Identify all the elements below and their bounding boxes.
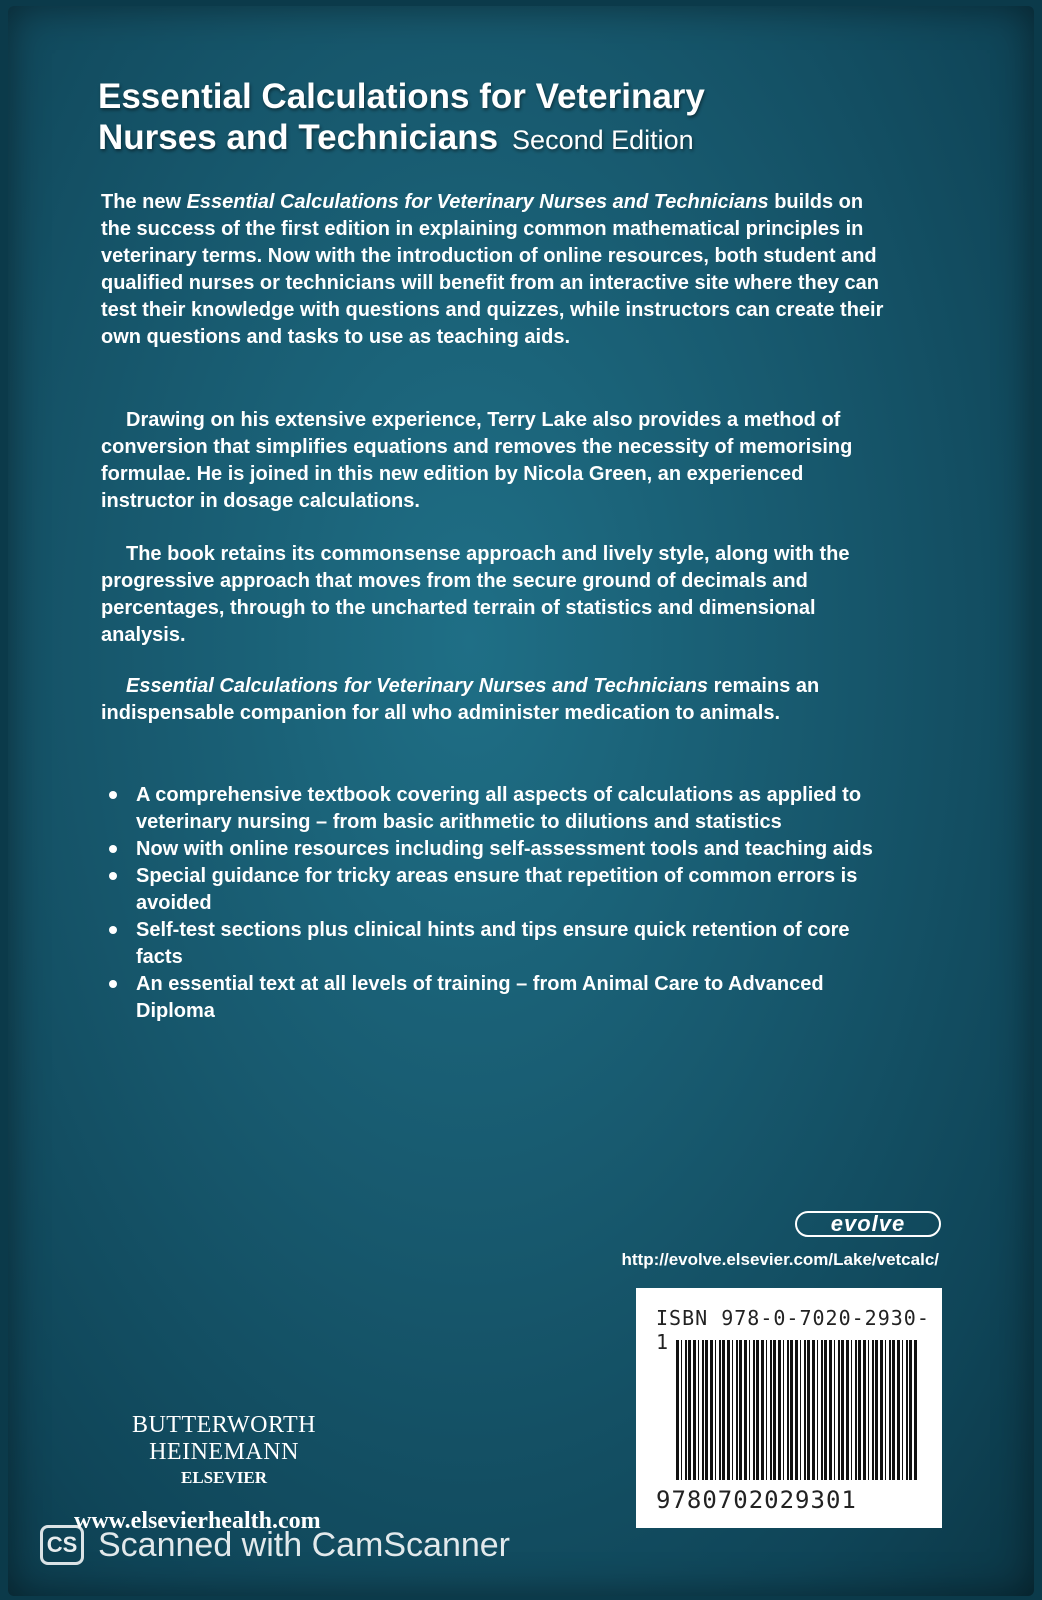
description-paragraph-4 (101, 673, 891, 727)
barcode-panel (636, 1288, 942, 1528)
camscanner-icon: CS (40, 1525, 84, 1565)
p1-book-title: Essential Calculations for Veterinary Nurses and Technicians (186, 191, 769, 213)
feature-list (101, 782, 891, 1025)
description-paragraph-2: Drawing on his extensive experience, Terry Lake also provides a method of conversion that simplifies equations and removes the necessity of memorising formulae. He is joined in this new edition by Nicola Green, an experienced instructor in dosage calculations. (101, 409, 853, 512)
publisher-line-1: BUTTERWORTH (131, 1412, 317, 1438)
list-item: An essential text at all levels of training – from Animal Care to Advanced Diploma (101, 971, 891, 1025)
title-line-2-text: Nurses and Technicians (98, 118, 499, 157)
scanner-watermark (40, 1521, 510, 1569)
book-back-cover (8, 6, 1034, 1596)
p1-prefix: The new (101, 191, 187, 213)
barcode-icon (676, 1340, 918, 1480)
p1-rest: builds on the success of the first edition in explaining common mathematical principles in veterinary terms. Now with the introduction of online resources, both student and qualified nurses or technicians will benefit from an interactive site where they can test their knowledge with questions and quizzes, while instructors can create their own questions and tasks to use as teaching aids. (101, 191, 884, 348)
isbn-label: ISBN 978-0-7020-2930-1 (656, 1306, 930, 1354)
publisher-line-2: HEINEMANN (149, 1439, 299, 1465)
publisher-website[interactable]: www.elsevierhealth.com (74, 1508, 321, 1534)
description-paragraph-3: The book retains its commonsense approach and lively style, along with the progressive approach that moves from the secure ground of decimals and percentages, through to the uncharted terrain of statistics and dimensional analysis. (101, 543, 850, 646)
p4-rest: remains an indispensable companion for all who administer medication to animals. (101, 675, 820, 724)
title-line-1: Essential Calculations for Veterinary (98, 77, 705, 116)
p4-book-title: Essential Calculations for Veterinary Nurses and Technicians (126, 675, 709, 697)
evolve-url[interactable]: http://evolve.elsevier.com/Lake/vetcalc/ (621, 1250, 939, 1269)
list-item: A comprehensive textbook covering all aspects of calculations as applied to veterinary nursing – from basic arithmetic to dilutions and statistics (101, 782, 891, 836)
publisher-line-3: ELSEVIER (181, 1468, 267, 1487)
list-item: Self-test sections plus clinical hints and tips ensure quick retention of core facts (101, 917, 891, 971)
publisher-logo (104, 1412, 344, 1490)
list-item: Special guidance for tricky areas ensure that repetition of common errors is avoided (101, 863, 891, 917)
barcode-number: 9780702029301 (656, 1486, 857, 1514)
list-item: Now with online resources including self-assessment tools and teaching aids (101, 836, 891, 863)
watermark-text: Scanned with CamScanner (98, 1525, 511, 1564)
book-title (98, 76, 958, 161)
description-paragraph-1 (101, 189, 891, 351)
title-line-2 (98, 117, 958, 161)
edition-label: Second Edition (512, 125, 694, 155)
evolve-logo: evolve (795, 1211, 941, 1237)
